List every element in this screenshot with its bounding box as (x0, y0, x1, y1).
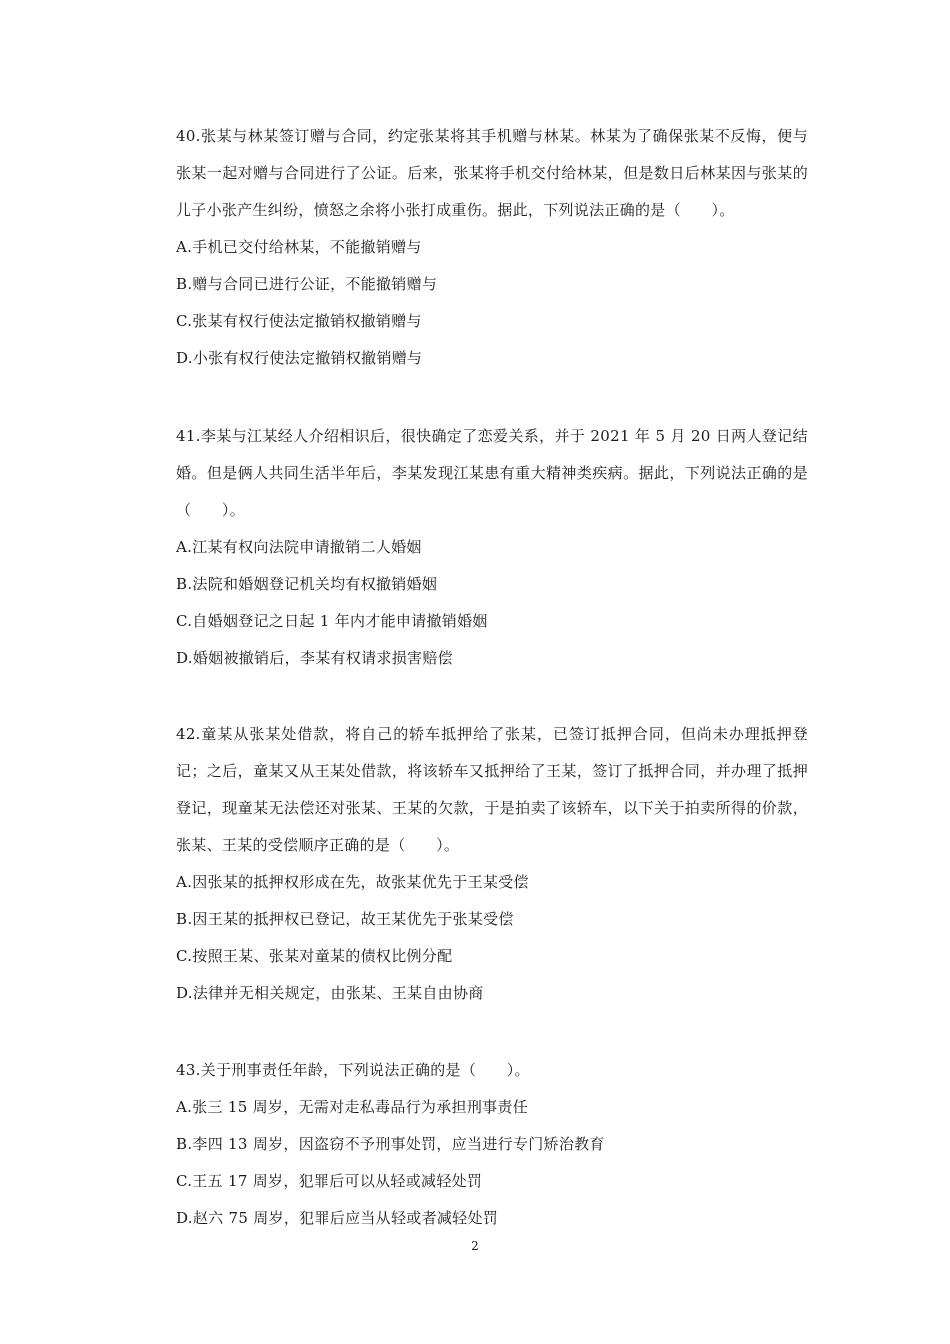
option-c: C.张某有权行使法定撤销权撤销赠与 (176, 312, 422, 330)
option-b: B.李四 13 周岁，因盗窃不予刑事处罚，应当进行专门矫治教育 (176, 1135, 605, 1153)
option-list (176, 529, 808, 677)
option-b: B.法院和婚姻登记机关均有权撤销婚姻 (176, 575, 438, 593)
question-41 (176, 418, 808, 677)
question-stem: 40.张某与林某签订赠与合同，约定张某将其手机赠与林某。林某为了确保张某不反悔，便与张某一起对赠与合同进行了公证。后来，张某将手机交付给林某，但是数日后林某因与张某的儿子小张产生纠纷，愤怒之余将小张打成重伤。据此，下列说法正确的是（ ）。 (176, 127, 808, 219)
question-42 (176, 716, 808, 1012)
option-list (176, 1089, 808, 1237)
question-40 (176, 118, 808, 377)
option-c: C.自婚姻登记之日起 1 年内才能申请撤销婚姻 (176, 612, 488, 630)
option-list (176, 229, 808, 377)
option-d: D.赵六 75 周岁，犯罪后应当从轻或者减轻处罚 (176, 1209, 499, 1227)
option-d: D.婚姻被撤销后，李某有权请求损害赔偿 (176, 649, 453, 667)
option-b: B.赠与合同已进行公证，不能撤销赠与 (176, 275, 438, 293)
option-a: A.张三 15 周岁，无需对走私毒品行为承担刑事责任 (176, 1098, 529, 1116)
option-d: D.小张有权行使法定撤销权撤销赠与 (176, 349, 423, 367)
option-a: A.江某有权向法院申请撤销二人婚姻 (176, 538, 422, 556)
option-c: C.按照王某、张某对童某的债权比例分配 (176, 947, 453, 965)
question-stem: 41.李某与江某经人介绍相识后，很快确定了恋爱关系，并于 2021 年 5 月 20 日两人登记结婚。但是俩人共同生活半年后，李某发现江某患有重大精神类疾病。据此，下列说法正确的是（ ）。 (176, 427, 808, 519)
option-list (176, 864, 808, 1012)
option-b: B.因王某的抵押权已登记，故王某优先于张某受偿 (176, 910, 514, 928)
page-number: 2 (471, 1239, 479, 1253)
option-a: A.因张某的抵押权形成在先，故张某优先于王某受偿 (176, 873, 529, 891)
question-stem: 43.关于刑事责任年龄，下列说法正确的是（ ）。 (176, 1061, 530, 1079)
option-c: C.王五 17 周岁，犯罪后可以从轻或减轻处罚 (176, 1172, 483, 1190)
option-a: A.手机已交付给林某，不能撤销赠与 (176, 238, 422, 256)
question-43 (176, 1052, 808, 1237)
option-d: D.法律并无相关规定，由张某、王某自由协商 (176, 984, 484, 1002)
question-stem: 42.童某从张某处借款，将自己的轿车抵押给了张某，已签订抵押合同，但尚未办理抵押登记；之后，童某又从王某处借款，将该轿车又抵押给了王某，签订了抵押合同，并办理了抵押登记，现童某无法偿还对张某、王某的欠款，于是拍卖了该轿车，以下关于拍卖所得的价款，张某、王某的受偿顺序正确的是（ ）。 (176, 725, 808, 854)
